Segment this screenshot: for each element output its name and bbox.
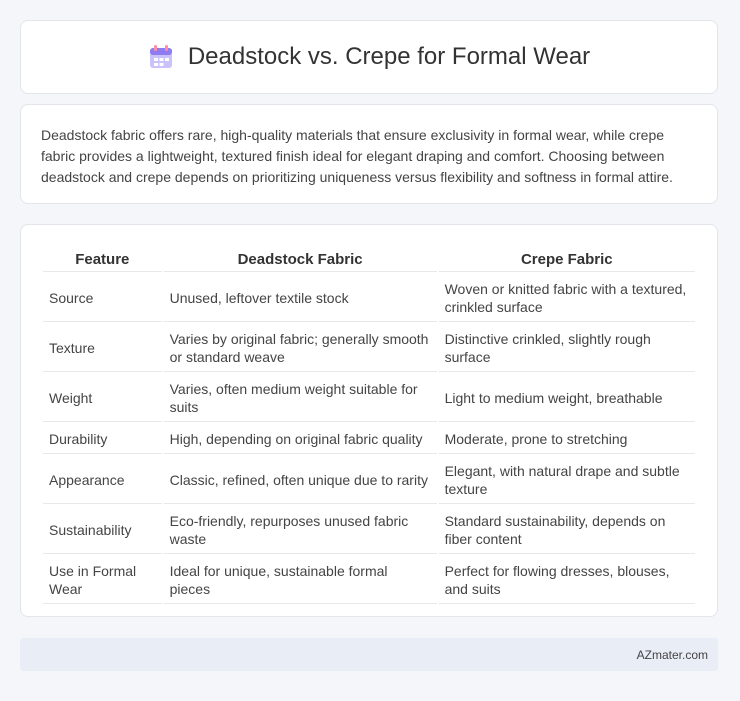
table-row (43, 274, 695, 322)
cell-crepe: Distinctive crinkled, slightly rough surface (439, 324, 695, 372)
cell-crepe: Light to medium weight, breathable (439, 374, 695, 422)
header-deadstock: Deadstock Fabric (164, 247, 437, 272)
cell-feature: Weight (43, 374, 162, 422)
page-title: Deadstock vs. Crepe for Formal Wear (187, 43, 591, 70)
title-card (20, 20, 718, 94)
cell-feature: Appearance (43, 456, 162, 504)
comparison-table-card (20, 224, 718, 617)
table-row (43, 324, 695, 372)
cell-feature: Durability (43, 424, 162, 454)
cell-feature: Sustainability (43, 506, 162, 554)
cell-deadstock: Varies, often medium weight suitable for suits (164, 374, 437, 422)
cell-deadstock: Eco-friendly, repurposes unused fabric waste (164, 506, 437, 554)
intro-text: Deadstock fabric offers rare, high-quality materials that ensure exclusivity in formal wear, while crepe fabric provides a lightweight, textured finish ideal for elegant draping and comfort. Choosing between deadstock and crepe depends on prioritizing uniqueness versus flexibility and softness in formal attire. (41, 127, 673, 185)
cell-crepe: Moderate, prone to stretching (439, 424, 695, 454)
cell-deadstock: Unused, leftover textile stock (164, 274, 437, 322)
table-row (43, 556, 695, 604)
cell-crepe: Elegant, with natural drape and subtle texture (439, 456, 695, 504)
cell-feature: Use in Formal Wear (43, 556, 162, 604)
table-row (43, 506, 695, 554)
footer (20, 638, 718, 671)
intro-card (20, 104, 718, 204)
cell-deadstock: Varies by original fabric; generally smooth or standard weave (164, 324, 437, 372)
cell-feature: Source (43, 274, 162, 322)
cell-deadstock: Classic, refined, often unique due to rarity (164, 456, 437, 504)
header-crepe: Crepe Fabric (439, 247, 695, 272)
calendar-icon (148, 44, 174, 70)
table-row (43, 424, 695, 454)
cell-crepe: Woven or knitted fabric with a textured, crinkled surface (439, 274, 695, 322)
cell-deadstock: High, depending on original fabric quality (164, 424, 437, 454)
header-feature: Feature (43, 247, 162, 272)
table-header-row (43, 247, 695, 272)
cell-feature: Texture (43, 324, 162, 372)
table-row (43, 456, 695, 504)
table-row (43, 374, 695, 422)
comparison-table (41, 245, 697, 606)
cell-crepe: Standard sustainability, depends on fiber content (439, 506, 695, 554)
footer-site-link[interactable]: AZmater.com (636, 647, 708, 662)
cell-crepe: Perfect for flowing dresses, blouses, and suits (439, 556, 695, 604)
cell-deadstock: Ideal for unique, sustainable formal pieces (164, 556, 437, 604)
